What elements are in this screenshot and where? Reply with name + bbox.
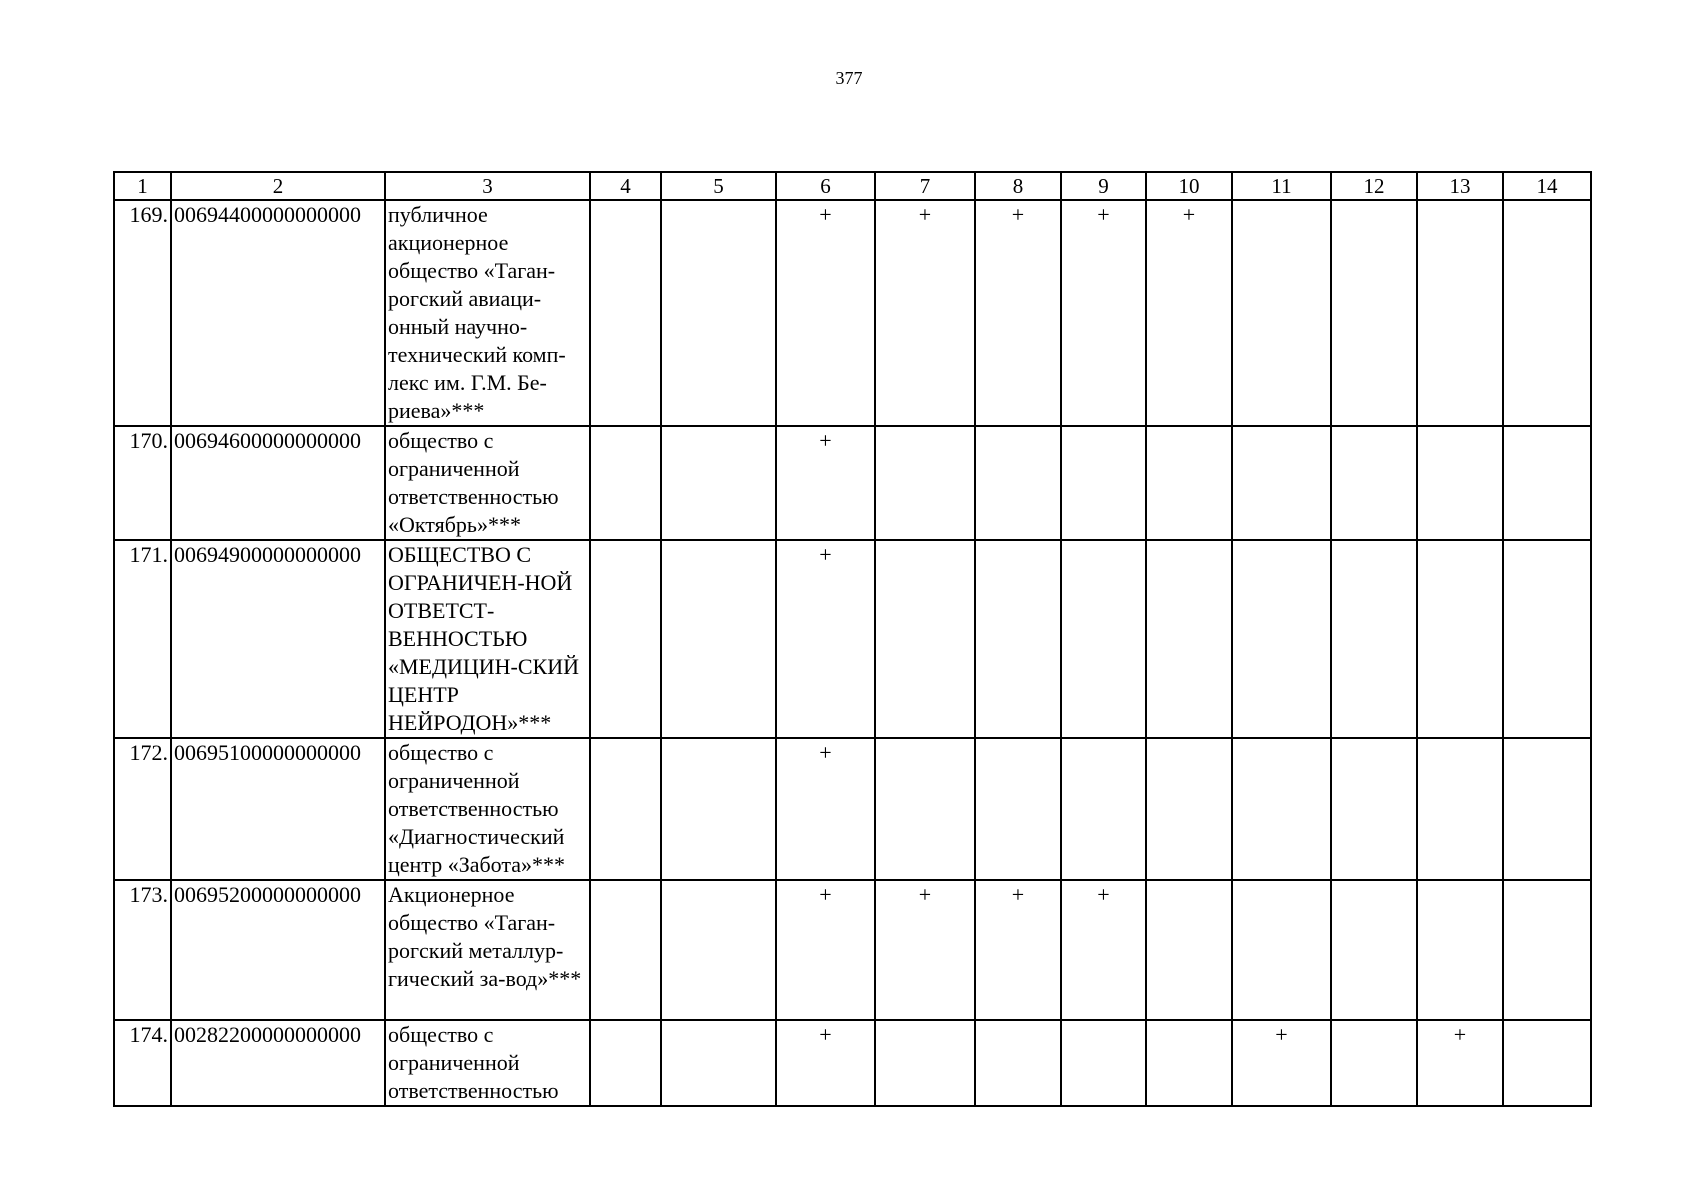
column-header: 2 [171, 172, 385, 200]
mark-cell [1331, 1020, 1417, 1106]
mark-cell [590, 880, 661, 1020]
row-code-cell: 00694900000000000 [171, 540, 385, 738]
mark-cell [1503, 1020, 1591, 1106]
mark-cell [1331, 200, 1417, 426]
mark-cell [661, 540, 776, 738]
mark-cell [1232, 200, 1331, 426]
mark-cell: + [1061, 200, 1146, 426]
mark-cell [590, 200, 661, 426]
mark-cell [875, 426, 975, 540]
mark-cell: + [1146, 200, 1232, 426]
mark-cell [1417, 426, 1503, 540]
mark-cell [1232, 426, 1331, 540]
column-header: 9 [1061, 172, 1146, 200]
table-row [114, 1020, 1591, 1106]
organization-name-cell: общество с ограниченной ответственностью [385, 1020, 590, 1106]
column-header: 13 [1417, 172, 1503, 200]
mark-cell [661, 880, 776, 1020]
mark-cell [590, 1020, 661, 1106]
column-header: 3 [385, 172, 590, 200]
column-header: 7 [875, 172, 975, 200]
mark-cell [1417, 200, 1503, 426]
page-number: 377 [835, 68, 863, 88]
table-body [114, 200, 1591, 1106]
column-header: 1 [114, 172, 171, 200]
mark-cell: + [776, 738, 875, 880]
mark-cell [1503, 200, 1591, 426]
mark-cell: + [975, 880, 1061, 1020]
mark-cell [875, 738, 975, 880]
column-header: 8 [975, 172, 1061, 200]
mark-cell [1061, 738, 1146, 880]
mark-cell [1503, 880, 1591, 1020]
mark-cell: + [1417, 1020, 1503, 1106]
table-row [114, 880, 1591, 1020]
row-code-cell: 00695100000000000 [171, 738, 385, 880]
row-number-cell: 174. [114, 1020, 171, 1106]
row-number-cell: 172. [114, 738, 171, 880]
mark-cell [1146, 540, 1232, 738]
row-code-cell: 00695200000000000 [171, 880, 385, 1020]
mark-cell [661, 738, 776, 880]
mark-cell [1146, 880, 1232, 1020]
mark-cell [1146, 1020, 1232, 1106]
mark-cell [1503, 426, 1591, 540]
mark-cell [1232, 738, 1331, 880]
mark-cell [661, 200, 776, 426]
mark-cell: + [776, 200, 875, 426]
mark-cell [1331, 738, 1417, 880]
table-row [114, 540, 1591, 738]
column-header: 10 [1146, 172, 1232, 200]
column-header: 6 [776, 172, 875, 200]
mark-cell [1331, 540, 1417, 738]
organization-name-cell: публичное акционерное общество «Таган-рогский авиаци-онный научно-технический комп-лекс им. Г.М. Бе-риева»*** [385, 200, 590, 426]
mark-cell: + [875, 880, 975, 1020]
table-row [114, 200, 1591, 426]
mark-cell: + [975, 200, 1061, 426]
mark-cell [1061, 540, 1146, 738]
mark-cell [1417, 880, 1503, 1020]
mark-cell [1146, 426, 1232, 540]
mark-cell: + [776, 880, 875, 1020]
table-row [114, 738, 1591, 880]
mark-cell [1061, 1020, 1146, 1106]
column-header: 14 [1503, 172, 1591, 200]
organization-name-cell: общество с ограниченной ответственностью «Диагностический центр «Забота»*** [385, 738, 590, 880]
mark-cell: + [776, 1020, 875, 1106]
row-code-cell: 00282200000000000 [171, 1020, 385, 1106]
mark-cell [1417, 540, 1503, 738]
mark-cell: + [875, 200, 975, 426]
register-table [113, 171, 1592, 1107]
organization-name-cell: общество с ограниченной ответственностью «Октябрь»*** [385, 426, 590, 540]
row-number-cell: 173. [114, 880, 171, 1020]
mark-cell [1331, 880, 1417, 1020]
mark-cell [875, 1020, 975, 1106]
organization-name-cell: Акционерное общество «Таган-рогский металлур-гический за-вод»*** [385, 880, 590, 1020]
mark-cell [975, 1020, 1061, 1106]
mark-cell: + [776, 540, 875, 738]
mark-cell [590, 738, 661, 880]
mark-cell [590, 540, 661, 738]
column-header: 5 [661, 172, 776, 200]
mark-cell: + [1061, 880, 1146, 1020]
mark-cell [975, 738, 1061, 880]
row-code-cell: 00694400000000000 [171, 200, 385, 426]
column-number-row [114, 172, 1591, 200]
mark-cell [875, 540, 975, 738]
mark-cell [1417, 738, 1503, 880]
mark-cell [661, 426, 776, 540]
mark-cell: + [776, 426, 875, 540]
column-header: 12 [1331, 172, 1417, 200]
column-header: 4 [590, 172, 661, 200]
row-number-cell: 171. [114, 540, 171, 738]
mark-cell: + [1232, 1020, 1331, 1106]
organization-name-cell: ОБЩЕСТВО С ОГРАНИЧЕН-НОЙ ОТВЕТСТ-ВЕННОСТЬЮ «МЕДИЦИН-СКИЙ ЦЕНТР НЕЙРОДОН»*** [385, 540, 590, 738]
mark-cell [1061, 426, 1146, 540]
mark-cell [1232, 540, 1331, 738]
mark-cell [975, 540, 1061, 738]
table-row [114, 426, 1591, 540]
mark-cell [1503, 540, 1591, 738]
mark-cell [1146, 738, 1232, 880]
row-number-cell: 170. [114, 426, 171, 540]
mark-cell [975, 426, 1061, 540]
mark-cell [661, 1020, 776, 1106]
mark-cell [1331, 426, 1417, 540]
mark-cell [1503, 738, 1591, 880]
mark-cell [1232, 880, 1331, 1020]
column-header: 11 [1232, 172, 1331, 200]
row-code-cell: 00694600000000000 [171, 426, 385, 540]
row-number-cell: 169. [114, 200, 171, 426]
mark-cell [590, 426, 661, 540]
